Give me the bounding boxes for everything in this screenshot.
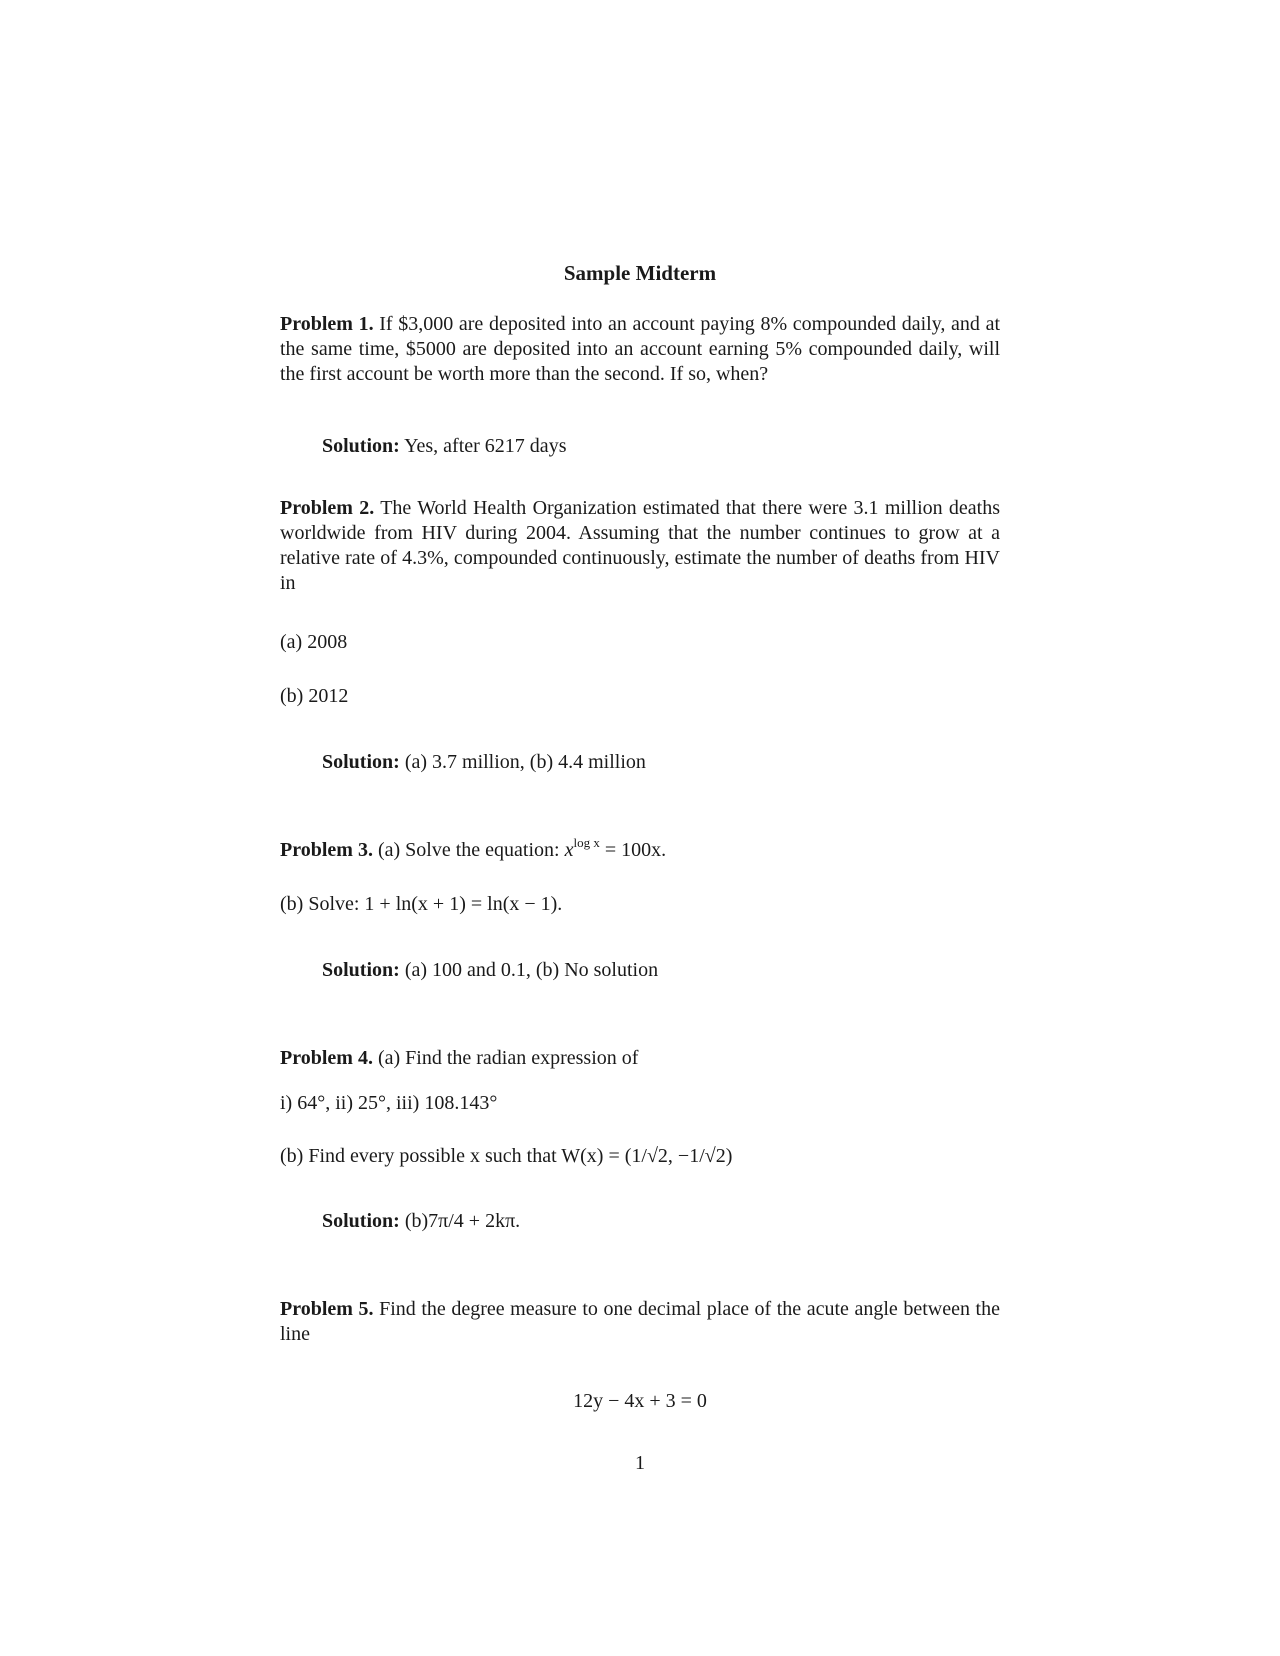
problem-4-part-b: (b) Find every possible x such that W(x) = (1/√2, −1/√2) — [280, 1145, 733, 1167]
problem-4-part-a — [280, 1046, 638, 1071]
solution-text: (a) 3.7 million, (b) 4.4 million — [404, 751, 646, 773]
problem-5-text: Find the degree measure to one decimal place of the acute angle between the line — [280, 1298, 1000, 1345]
problem-3-part-a-text: (a) Solve the equation: — [377, 839, 560, 861]
problem-4-solution — [322, 1209, 520, 1234]
problem-2-part-b: (b) 2012 — [280, 685, 349, 707]
solution-text: Yes, after 6217 days — [404, 435, 567, 457]
problem-3-part-b: (b) Solve: 1 + ln(x + 1) = ln(x − 1). — [280, 893, 563, 915]
problem-1-solution — [322, 434, 566, 459]
problem-4-label: Problem 4. — [280, 1047, 373, 1069]
problem-4-part-a-text: (a) Find the radian expression of — [377, 1047, 639, 1069]
page-number: 1 — [635, 1452, 645, 1474]
problem-3-solution — [322, 958, 658, 983]
problem-1-text: If $3,000 are deposited into an account paying 8% compounded daily, and at the same time, $5000 are deposited into an account earning 5% compounded daily, will the first account be worth more than the second. If so, when? — [280, 313, 1001, 385]
problem-3-part-a — [280, 835, 667, 863]
problem-2-part-a: (a) 2008 — [280, 631, 348, 653]
equation-rhs: = 100x. — [604, 839, 667, 861]
solution-label: Solution: — [322, 1210, 400, 1232]
solution-text: (b)7π/4 + 2kπ. — [404, 1210, 521, 1232]
problem-2-text: The World Health Organization estimated that there were 3.1 million deaths worldwide from HIV during 2004. Assuming that the number continues to grow at a relative rate of 4.3%, compounded continuously, estimate the number of deaths from HIV in — [280, 497, 1001, 594]
problem-3-label: Problem 3. — [280, 839, 373, 861]
solution-label: Solution: — [322, 751, 400, 773]
problem-2-solution — [322, 750, 646, 775]
solution-label: Solution: — [322, 959, 400, 981]
solution-label: Solution: — [322, 435, 400, 457]
problem-4-angles: i) 64°, ii) 25°, iii) 108.143° — [280, 1092, 498, 1114]
equation-exponent: log x — [573, 835, 600, 850]
equation-base: x — [564, 839, 574, 861]
problem-1-label: Problem 1. — [280, 313, 374, 335]
page-title: Sample Midterm — [563, 261, 717, 285]
problem-2 — [280, 496, 1000, 596]
problem-2-label: Problem 2. — [280, 497, 375, 519]
solution-text: (a) 100 and 0.1, (b) No solution — [404, 959, 659, 981]
problem-5 — [280, 1297, 1000, 1347]
problem-1 — [280, 312, 1000, 387]
problem-5-label: Problem 5. — [280, 1298, 374, 1320]
problem-5-equation: 12y − 4x + 3 = 0 — [573, 1390, 707, 1412]
